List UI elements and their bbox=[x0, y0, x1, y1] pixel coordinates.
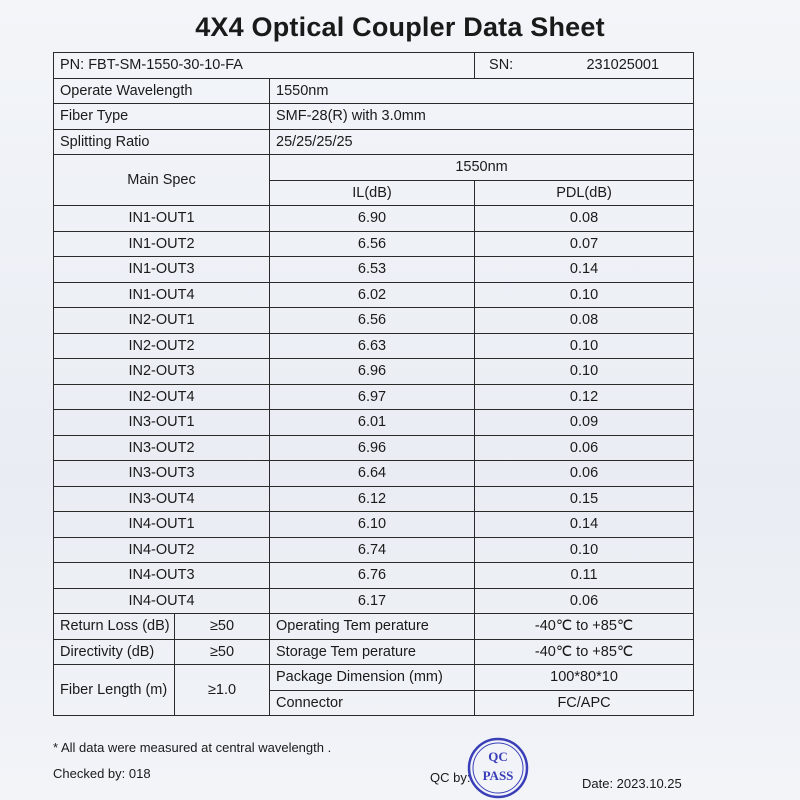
spec-il: 6.74 bbox=[270, 537, 475, 563]
directivity-value: ≥50 bbox=[175, 639, 270, 665]
spec-pdl: 0.10 bbox=[475, 359, 694, 385]
info-value: 1550nm bbox=[270, 78, 694, 104]
spec-port: IN4-OUT4 bbox=[54, 588, 270, 614]
spec-il: 6.56 bbox=[270, 231, 475, 257]
operating-temp-value: -40℃ to +85℃ bbox=[475, 614, 694, 640]
connector-label: Connector bbox=[270, 690, 475, 716]
fiber-length-label: Fiber Length (m) bbox=[54, 665, 175, 716]
spec-il: 6.53 bbox=[270, 257, 475, 283]
spec-row bbox=[54, 410, 694, 436]
spec-row bbox=[54, 563, 694, 589]
fiber-length-value: ≥1.0 bbox=[175, 665, 270, 716]
qc-pass-stamp bbox=[466, 736, 530, 800]
spec-port: IN2-OUT1 bbox=[54, 308, 270, 334]
spec-port: IN1-OUT2 bbox=[54, 231, 270, 257]
serial-label: SN: bbox=[489, 57, 514, 74]
part-number: PN: FBT-SM-1550-30-10-FA bbox=[54, 53, 475, 79]
operating-temp-label: Operating Tem perature bbox=[270, 614, 475, 640]
package-label: Package Dimension (mm) bbox=[270, 665, 475, 691]
spec-row bbox=[54, 359, 694, 385]
spec-row bbox=[54, 537, 694, 563]
spec-il: 6.17 bbox=[270, 588, 475, 614]
spec-row bbox=[54, 206, 694, 232]
spec-port: IN3-OUT1 bbox=[54, 410, 270, 436]
spec-row bbox=[54, 435, 694, 461]
data-table bbox=[53, 52, 694, 716]
spec-pdl: 0.08 bbox=[475, 206, 694, 232]
spec-port: IN4-OUT2 bbox=[54, 537, 270, 563]
spec-il: 6.02 bbox=[270, 282, 475, 308]
spec-il: 6.56 bbox=[270, 308, 475, 334]
spec-pdl: 0.10 bbox=[475, 282, 694, 308]
spec-port: IN4-OUT3 bbox=[54, 563, 270, 589]
spec-il: 6.96 bbox=[270, 435, 475, 461]
spec-il: 6.01 bbox=[270, 410, 475, 436]
stamp-top-text: QC bbox=[488, 749, 508, 764]
info-value: SMF-28(R) with 3.0mm bbox=[270, 104, 694, 130]
spec-il: 6.64 bbox=[270, 461, 475, 487]
spec-port: IN2-OUT2 bbox=[54, 333, 270, 359]
spec-row bbox=[54, 512, 694, 538]
package-value: 100*80*10 bbox=[475, 665, 694, 691]
spec-row bbox=[54, 384, 694, 410]
spec-port: IN1-OUT3 bbox=[54, 257, 270, 283]
spec-row bbox=[54, 257, 694, 283]
connector-value: FC/APC bbox=[475, 690, 694, 716]
spec-port: IN2-OUT4 bbox=[54, 384, 270, 410]
info-label: Splitting Ratio bbox=[54, 129, 270, 155]
spec-pdl: 0.06 bbox=[475, 588, 694, 614]
spec-il: 6.63 bbox=[270, 333, 475, 359]
spec-row bbox=[54, 486, 694, 512]
spec-pdl: 0.14 bbox=[475, 257, 694, 283]
checked-by: Checked by: 018 bbox=[53, 766, 151, 781]
spec-pdl: 0.06 bbox=[475, 461, 694, 487]
stamp-bottom-text: PASS bbox=[482, 768, 514, 783]
spec-il: 6.90 bbox=[270, 206, 475, 232]
spec-il: 6.10 bbox=[270, 512, 475, 538]
return-loss-label: Return Loss (dB) bbox=[54, 614, 175, 640]
spec-pdl: 0.14 bbox=[475, 512, 694, 538]
il-header: IL(dB) bbox=[270, 180, 475, 206]
spec-pdl: 0.09 bbox=[475, 410, 694, 436]
spec-row bbox=[54, 282, 694, 308]
info-label: Operate Wavelength bbox=[54, 78, 270, 104]
storage-temp-label: Storage Tem perature bbox=[270, 639, 475, 665]
date: Date: 2023.10.25 bbox=[582, 776, 682, 791]
spec-pdl: 0.10 bbox=[475, 333, 694, 359]
spec-il: 6.96 bbox=[270, 359, 475, 385]
directivity-label: Directivity (dB) bbox=[54, 639, 175, 665]
spec-pdl: 0.06 bbox=[475, 435, 694, 461]
spec-row bbox=[54, 588, 694, 614]
storage-temp-value: -40℃ to +85℃ bbox=[475, 639, 694, 665]
page-title: 4X4 Optical Coupler Data Sheet bbox=[195, 12, 605, 42]
spec-port: IN4-OUT1 bbox=[54, 512, 270, 538]
spec-port: IN3-OUT4 bbox=[54, 486, 270, 512]
spec-pdl: 0.12 bbox=[475, 384, 694, 410]
spec-pdl: 0.08 bbox=[475, 308, 694, 334]
return-loss-value: ≥50 bbox=[175, 614, 270, 640]
info-label: Fiber Type bbox=[54, 104, 270, 130]
wavelength-header: 1550nm bbox=[270, 155, 694, 181]
spec-port: IN3-OUT3 bbox=[54, 461, 270, 487]
spec-il: 6.12 bbox=[270, 486, 475, 512]
main-spec-header: Main Spec bbox=[54, 155, 270, 206]
spec-port: IN1-OUT4 bbox=[54, 282, 270, 308]
spec-port: IN1-OUT1 bbox=[54, 206, 270, 232]
spec-pdl: 0.10 bbox=[475, 537, 694, 563]
serial-number: 231025001 bbox=[586, 57, 660, 74]
spec-row bbox=[54, 308, 694, 334]
info-value: 25/25/25/25 bbox=[270, 129, 694, 155]
spec-row bbox=[54, 333, 694, 359]
spec-port: IN2-OUT3 bbox=[54, 359, 270, 385]
measurement-note: * All data were measured at central wavelength . bbox=[53, 740, 332, 755]
spec-il: 6.76 bbox=[270, 563, 475, 589]
spec-pdl: 0.11 bbox=[475, 563, 694, 589]
spec-il: 6.97 bbox=[270, 384, 475, 410]
spec-row bbox=[54, 231, 694, 257]
spec-row bbox=[54, 461, 694, 487]
pdl-header: PDL(dB) bbox=[475, 180, 694, 206]
spec-port: IN3-OUT2 bbox=[54, 435, 270, 461]
spec-pdl: 0.07 bbox=[475, 231, 694, 257]
spec-pdl: 0.15 bbox=[475, 486, 694, 512]
qc-by-label: QC by: bbox=[430, 770, 471, 785]
